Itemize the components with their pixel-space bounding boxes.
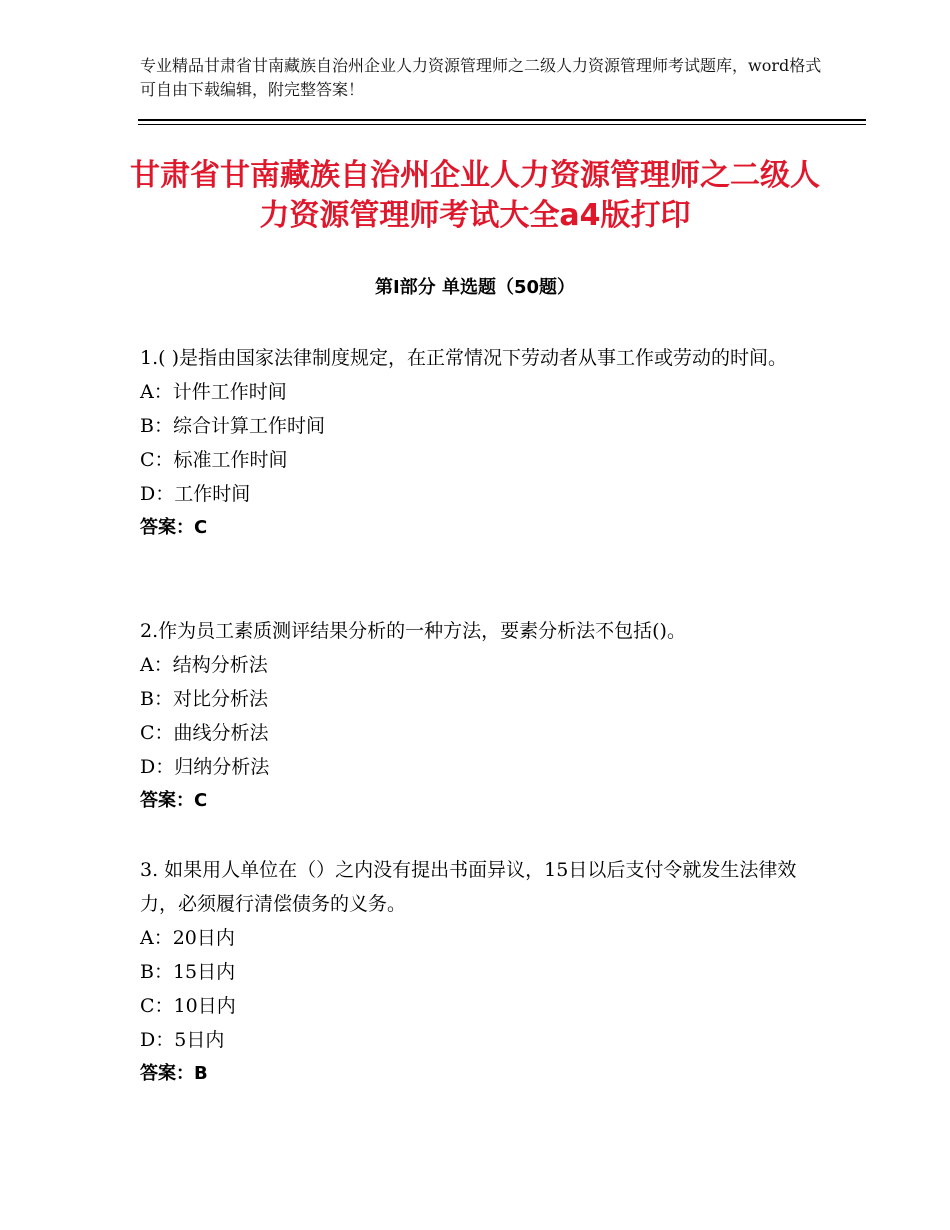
header-note: 专业精品甘肃省甘南藏族自治州企业人力资源管理师之二级人力资源管理师考试题库，word格式可自由下载编辑，附完整答案！ <box>140 56 822 99</box>
option-d: D：5日内 <box>140 1029 225 1051</box>
header-rule-thick <box>138 119 866 121</box>
question-3 <box>140 853 820 1091</box>
section-title: 第Ⅰ部分 单选题（50题） <box>374 277 575 298</box>
document-title: 甘肃省甘南藏族自治州企业人力资源管理师之二级人力资源管理师考试大全a4版打印 <box>130 158 820 233</box>
header-rule-thin <box>138 124 866 125</box>
answer: 答案：B <box>140 1063 208 1084</box>
question-1 <box>140 341 820 545</box>
option-c: C：曲线分析法 <box>140 722 269 744</box>
option-b: B：对比分析法 <box>140 688 268 710</box>
answer: 答案：C <box>140 517 208 538</box>
option-a: A：20日内 <box>140 927 235 949</box>
question-stem: 3. 如果用人单位在（）之内没有提出书面异议，15日以后支付令就发生法律效力，必须履行清偿债务的义务。 <box>140 859 797 915</box>
question-stem: 1.( )是指由国家法律制度规定，在正常情况下劳动者从事工作或劳动的时间。 <box>140 347 787 369</box>
answer: 答案：C <box>140 790 208 811</box>
question-stem: 2.作为员工素质测评结果分析的一种方法，要素分析法不包括()。 <box>140 620 686 642</box>
option-b: B：综合计算工作时间 <box>140 415 325 437</box>
option-c: C：10日内 <box>140 995 236 1017</box>
option-a: A：结构分析法 <box>140 654 268 676</box>
option-d: D：工作时间 <box>140 483 251 505</box>
option-b: B：15日内 <box>140 961 236 983</box>
option-c: C：标准工作时间 <box>140 449 288 471</box>
option-a: A：计件工作时间 <box>140 381 287 403</box>
option-d: D：归纳分析法 <box>140 756 270 778</box>
question-2 <box>140 614 820 818</box>
